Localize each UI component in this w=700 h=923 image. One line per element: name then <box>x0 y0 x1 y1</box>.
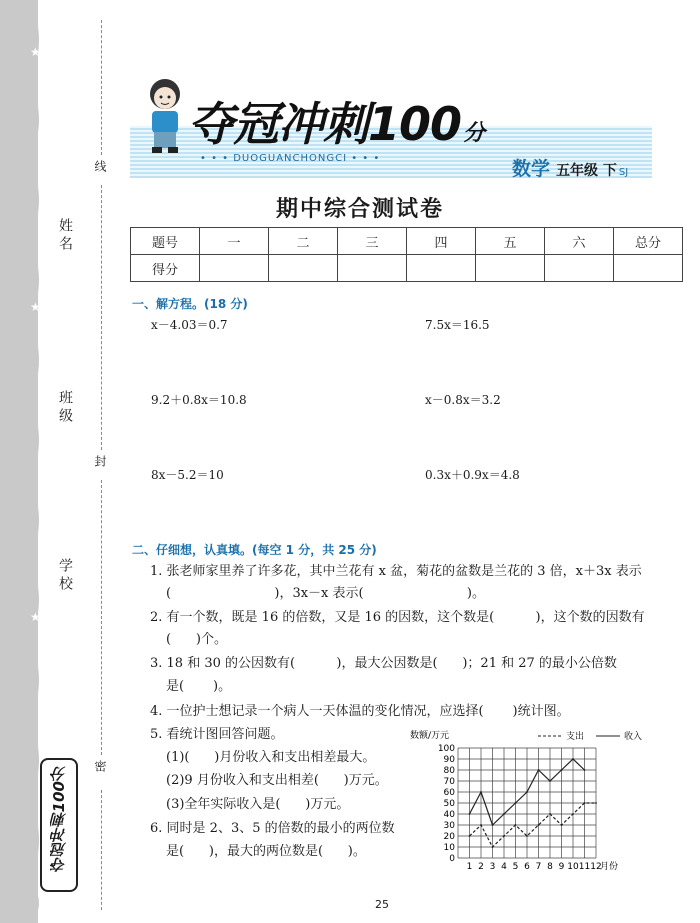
y-tick-label: 40 <box>443 810 455 820</box>
x-tick-label: 3 <box>489 862 496 872</box>
score-row-label: 得分 <box>131 255 200 282</box>
y-tick-label: 60 <box>443 788 455 798</box>
brand-badge <box>40 758 78 892</box>
question-6: 6. 同时是 2、3、5 的倍数的最小的两位数 <box>150 821 395 836</box>
x-tick-label: 2 <box>478 862 484 872</box>
equation: 0.3x＋0.9x＝4.8 <box>425 468 520 482</box>
question-1-blanks: ( )，3x－x 表示( )。 <box>166 586 485 601</box>
score-header-cell: 四 <box>407 228 476 255</box>
brand-logo <box>188 88 484 154</box>
data-point-收入 <box>561 769 563 771</box>
brand-pinyin: • • • DUOGUANCHONGCI • • • <box>200 153 381 164</box>
data-point-支出 <box>595 802 597 804</box>
score-header-cell: 三 <box>338 228 407 255</box>
data-point-收入 <box>469 813 471 815</box>
equation: x－0.8x＝3.2 <box>425 393 501 407</box>
subject: 数学 <box>512 158 551 180</box>
mascot-icon <box>140 74 190 156</box>
data-point-支出 <box>572 813 574 815</box>
class-label: 班级 <box>57 390 73 426</box>
name-label: 姓名 <box>57 218 73 254</box>
data-point-收入 <box>584 769 586 771</box>
x-tick-label: 7 <box>535 862 542 872</box>
score-cell[interactable] <box>614 255 683 282</box>
score-cell[interactable] <box>200 255 269 282</box>
data-point-支出 <box>561 824 563 826</box>
x-tick-label: 8 <box>547 862 553 872</box>
score-cell[interactable] <box>476 255 545 282</box>
data-point-支出 <box>480 824 482 826</box>
question-1: 1. 张老师家里养了许多花，其中兰花有 x 盆，菊花的盆数是兰花的 3 倍，x＋3x 表示 <box>150 564 642 579</box>
page-title: 期中综合测试卷 <box>275 196 444 222</box>
question-5-1: (1)( )月份收入和支出相差最大。 <box>166 750 376 765</box>
question-2-blanks: ( )个。 <box>166 632 227 647</box>
question-2: 2. 有一个数，既是 16 的倍数，又是 16 的因数，这个数是( )，这个数的因数有 <box>150 610 645 625</box>
cut-line <box>101 20 102 155</box>
question-5: 5. 看统计图回答问题。 <box>150 727 284 742</box>
score-header-cell: 五 <box>476 228 545 255</box>
score-table <box>130 227 683 282</box>
data-point-收入 <box>526 791 528 793</box>
star-icon: ★ <box>30 610 41 624</box>
score-cell[interactable] <box>269 255 338 282</box>
seal-mark: 封 <box>93 455 107 471</box>
score-header-cell: 题号 <box>131 228 200 255</box>
x-tick-label: 4 <box>501 862 507 872</box>
data-point-支出 <box>469 835 471 837</box>
data-point-支出 <box>538 824 540 826</box>
data-point-收入 <box>515 802 517 804</box>
data-point-收入 <box>480 791 482 793</box>
x-tick-label: 10 <box>567 862 579 872</box>
score-header-cell: 一 <box>200 228 269 255</box>
section-heading: 一、解方程。(18 分) <box>132 297 248 311</box>
score-cell[interactable] <box>407 255 476 282</box>
data-point-支出 <box>526 835 528 837</box>
question-3: 3. 18 和 30 的公因数有( )，最大公因数是( )；21 和 27 的最小公倍数 <box>150 656 617 671</box>
data-point-收入 <box>492 824 494 826</box>
section-heading: 二、仔细想，认真填。(每空 1 分，共 25 分) <box>132 543 377 557</box>
equation: 8x－5.2＝10 <box>151 468 224 482</box>
cut-line <box>101 790 102 910</box>
cut-line <box>101 480 102 755</box>
y-tick-label: 20 <box>443 832 455 842</box>
data-point-支出 <box>549 813 551 815</box>
x-tick-label: 1 <box>466 862 473 872</box>
grade: 五年级 下 <box>556 163 617 179</box>
line-mark: 线 <box>93 160 107 176</box>
cut-line <box>101 185 102 450</box>
equation: 7.5x＝16.5 <box>425 318 490 332</box>
school-label: 学校 <box>57 558 73 594</box>
data-point-收入 <box>572 758 574 760</box>
y-tick-label: 80 <box>443 766 455 776</box>
subject-info <box>512 154 628 181</box>
question-3-blanks: 是( )。 <box>166 679 232 694</box>
equation: 9.2＋0.8x＝10.8 <box>151 393 247 407</box>
x-axis-label: 月份 <box>600 862 619 872</box>
x-tick-label: 9 <box>558 862 565 872</box>
y-tick-label: 10 <box>443 843 455 853</box>
data-point-支出 <box>584 802 586 804</box>
score-header-cell: 总分 <box>614 228 683 255</box>
data-point-收入 <box>549 780 551 782</box>
data-point-支出 <box>503 835 505 837</box>
edition: SJ <box>618 167 629 178</box>
secret-mark: 密 <box>93 760 107 776</box>
star-icon: ★ <box>30 300 41 314</box>
y-tick-label: 50 <box>443 799 455 809</box>
data-point-收入 <box>503 813 505 815</box>
x-tick-label: 12 <box>590 862 602 872</box>
score-header-cell: 二 <box>269 228 338 255</box>
score-header-cell: 六 <box>545 228 614 255</box>
question-5-2: (2)9 月份收入和支出相差( )万元。 <box>166 773 388 788</box>
y-axis-label: 数额/万元 <box>410 731 450 741</box>
y-tick-label: 30 <box>443 821 455 831</box>
question-6-blanks: 是( )，最大的两位数是( )。 <box>166 844 366 859</box>
legend-label: 收入 <box>624 732 643 742</box>
y-tick-label: 70 <box>443 777 455 787</box>
score-cell[interactable] <box>545 255 614 282</box>
page-number: 25 <box>375 898 389 911</box>
data-point-收入 <box>538 769 540 771</box>
x-tick-label: 5 <box>512 862 519 872</box>
equation: x－4.03＝0.7 <box>151 318 228 332</box>
y-tick-label: 0 <box>449 854 455 864</box>
brand-text: 夺冠冲刺100 <box>188 97 462 151</box>
income-expense-chart <box>410 730 660 880</box>
question-5-3: (3)全年实际收入是( )万元。 <box>166 797 350 812</box>
brand-suffix: 分 <box>463 121 485 146</box>
data-point-支出 <box>515 824 517 826</box>
y-tick-label: 100 <box>437 744 455 754</box>
y-tick-label: 90 <box>443 755 455 765</box>
legend-label: 支出 <box>566 732 585 742</box>
badge-text: 夺冠冲刺100分 <box>50 766 68 873</box>
star-icon: ★ <box>30 45 41 59</box>
x-tick-label: 6 <box>524 862 530 872</box>
score-cell[interactable] <box>338 255 407 282</box>
x-tick-label: 11 <box>578 862 591 872</box>
question-4: 4. 一位护士想记录一个病人一天体温的变化情况，应选择( )统计图。 <box>150 704 570 719</box>
data-point-支出 <box>492 846 494 848</box>
